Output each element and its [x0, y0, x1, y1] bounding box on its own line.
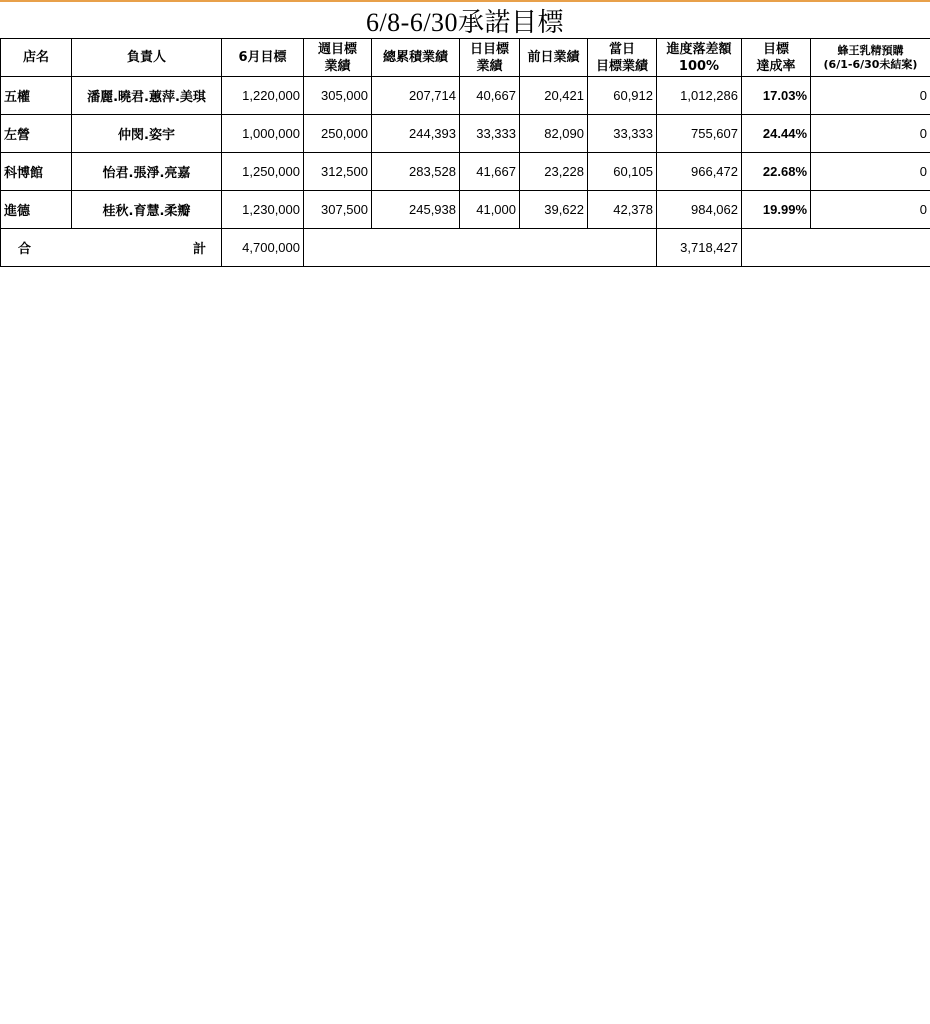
cell-progress-gap: 1,012,286 [657, 77, 742, 115]
table-row [1, 153, 930, 191]
cell-progress-gap: 966,472 [657, 153, 742, 191]
cell-june-target: 1,230,000 [222, 191, 304, 229]
cell-store: 進德 [1, 191, 72, 229]
total-empty-tail [742, 229, 930, 267]
total-june-target: 4,700,000 [222, 229, 304, 267]
header-prev-day: 前日業績 [520, 39, 588, 77]
cell-weekly-target: 305,000 [304, 77, 372, 115]
cell-cumulative: 283,528 [372, 153, 460, 191]
sheet-title: 6/8-6/30承諾目標 [365, 7, 565, 37]
cell-achievement: 24.44% [742, 115, 811, 153]
cell-manager: 仲閔.姿宇 [72, 115, 222, 153]
cell-prev-day: 23,228 [520, 153, 588, 191]
header-today-target: 當日 目標業績 [588, 39, 657, 77]
cell-daily-target: 41,667 [460, 153, 520, 191]
cell-progress-gap: 755,607 [657, 115, 742, 153]
cell-manager: 潘麗.曉君.蕙萍.美琪 [72, 77, 222, 115]
header-progress-gap: 進度落差額 100% [657, 39, 742, 77]
cell-store: 五權 [1, 77, 72, 115]
cell-weekly-target: 250,000 [304, 115, 372, 153]
cell-daily-target: 40,667 [460, 77, 520, 115]
cell-today-target: 33,333 [588, 115, 657, 153]
cell-daily-target: 33,333 [460, 115, 520, 153]
cell-prev-day: 20,421 [520, 77, 588, 115]
cell-cumulative: 245,938 [372, 191, 460, 229]
total-label-left: 合 [18, 242, 32, 257]
header-cumulative: 總累積業績 [372, 39, 460, 77]
cell-prev-day: 39,622 [520, 191, 588, 229]
header-row [1, 39, 930, 77]
cell-achievement: 19.99% [742, 191, 811, 229]
cell-store: 左營 [1, 115, 72, 153]
cell-june-target: 1,000,000 [222, 115, 304, 153]
cell-achievement: 22.68% [742, 153, 811, 191]
cell-cumulative: 207,714 [372, 77, 460, 115]
header-preorder: 蜂王乳精預購 (6/1-6/30未結案) [811, 39, 930, 77]
header-manager: 負責人 [72, 39, 222, 77]
cell-today-target: 60,105 [588, 153, 657, 191]
cell-preorder: 0 [811, 77, 930, 115]
cell-store: 科博館 [1, 153, 72, 191]
total-label-right: 計 [192, 242, 206, 257]
cell-june-target: 1,250,000 [222, 153, 304, 191]
cell-cumulative: 244,393 [372, 115, 460, 153]
header-june-target: 6月目標 [222, 39, 304, 77]
cell-daily-target: 41,000 [460, 191, 520, 229]
table-row [1, 115, 930, 153]
header-weekly-target: 週目標 業績 [304, 39, 372, 77]
cell-preorder: 0 [811, 115, 930, 153]
cell-today-target: 60,912 [588, 77, 657, 115]
header-store: 店名 [1, 39, 72, 77]
total-progress-gap: 3,718,427 [657, 229, 742, 267]
header-achievement: 目標 達成率 [742, 39, 811, 77]
cell-manager: 怡君.張淨.亮嘉 [72, 153, 222, 191]
title-bar [0, 2, 930, 38]
total-label-cell [1, 229, 222, 267]
cell-preorder: 0 [811, 153, 930, 191]
cell-today-target: 42,378 [588, 191, 657, 229]
table-row [1, 77, 930, 115]
table-row [1, 191, 930, 229]
target-table [0, 38, 930, 267]
total-empty-span [304, 229, 657, 267]
header-daily-target: 日目標 業績 [460, 39, 520, 77]
cell-achievement: 17.03% [742, 77, 811, 115]
cell-preorder: 0 [811, 191, 930, 229]
cell-june-target: 1,220,000 [222, 77, 304, 115]
cell-progress-gap: 984,062 [657, 191, 742, 229]
total-row [1, 229, 930, 267]
cell-manager: 桂秋.育慧.柔瓣 [72, 191, 222, 229]
cell-weekly-target: 312,500 [304, 153, 372, 191]
cell-weekly-target: 307,500 [304, 191, 372, 229]
cell-prev-day: 82,090 [520, 115, 588, 153]
